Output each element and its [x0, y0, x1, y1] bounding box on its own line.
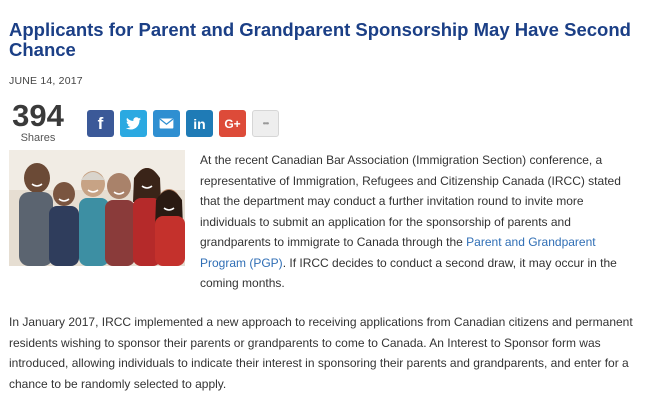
body-paragraph: In January 2017, IRCC implemented a new approach to receiving applications from Canadian citizens and permanent residents wishing to sponsor their parents or grandparents to come to Canada. An Interest to Sponsor form was introduced, allowing individuals to indicate their interest in sponsoring their parents and grandparents, and enter for a chance to be randomly selected to apply. [9, 315, 633, 391]
facebook-icon: f [97, 113, 104, 133]
family-photo [9, 150, 185, 266]
share-counter [9, 100, 67, 145]
envelope-icon [159, 118, 174, 129]
facebook-share-button[interactable] [87, 110, 114, 137]
more-icon: ••• [262, 119, 269, 128]
family-photo-illustration [9, 150, 185, 266]
google-plus-share-button[interactable] [219, 110, 246, 137]
share-count-label: Shares [20, 132, 56, 144]
email-share-button[interactable] [153, 110, 180, 137]
linkedin-icon: in [193, 115, 206, 132]
publish-date: JUNE 14, 2017 [9, 75, 83, 87]
google-plus-icon: G+ [224, 116, 241, 131]
linkedin-share-button[interactable] [186, 110, 213, 137]
share-count-number: 394 [12, 98, 64, 133]
article-title: Applicants for Parent and Grandparent Sponsorship May Have Second Chance [9, 19, 631, 60]
twitter-icon [126, 117, 141, 130]
more-share-button[interactable] [252, 110, 279, 137]
intro-paragraph [200, 150, 642, 294]
pgp-link[interactable]: Parent and Grandparent Program (PGP) [200, 235, 596, 270]
intro-text-end: . If IRCC decides to conduct a second draw, it may occur in the coming months. [200, 255, 617, 290]
intro-text-start: At the recent Canadian Bar Association (Immigration Section) conference, a representative of Immigration, Refugees and Citizenship Canada (IRCC) stated that the department may conduct a further invitation round to invite more individuals to submit an application for the sponsorship of parents and grandparents to immigrate to Canada through the [200, 153, 621, 249]
share-buttons [87, 110, 279, 137]
twitter-share-button[interactable] [120, 110, 147, 137]
